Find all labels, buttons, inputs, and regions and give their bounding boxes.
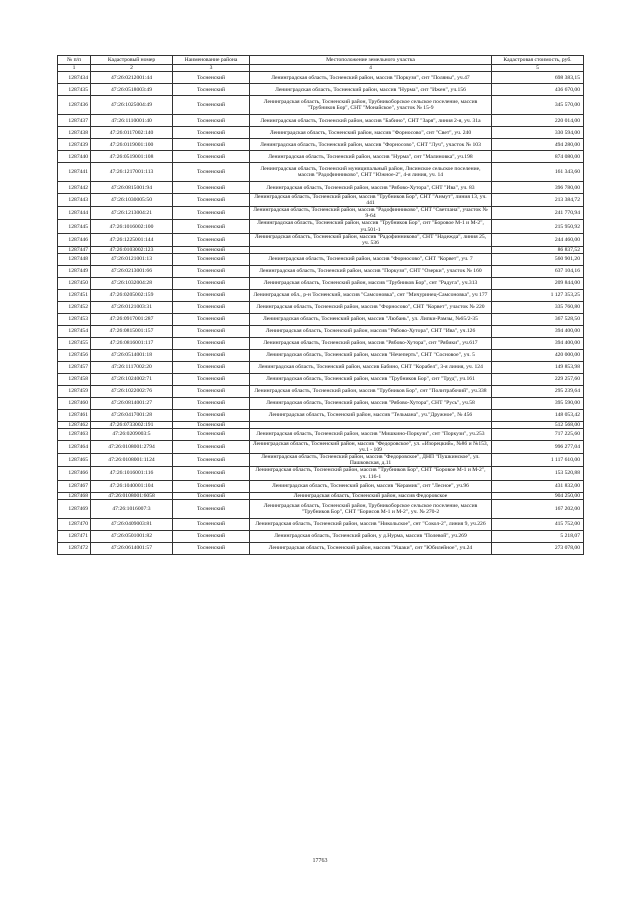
district-cell: Тосненский [173,421,250,428]
row-number-cell: 1287471 [58,530,91,542]
cadastral-value-cell: 273 078,00 [492,542,584,554]
column-number: 1 [58,65,91,72]
header-district-name: Наименование района [173,56,250,65]
district-cell: Тосненский [173,409,250,421]
location-cell: Ленинградская область, Тосненский район, массив "Рябово-Хутора", СНТ "Ива", уч. 83 [250,182,492,194]
row-number-cell: 1287444 [58,207,91,220]
district-cell: Тосненский [173,301,250,313]
cadastral-number-cell: 47:26:0121001:13 [91,253,173,265]
row-number-cell: 1287446 [58,233,91,246]
location-cell: Ленинградская область, Тосненский район, Трубникоборское сельское поселение, массив "Трубников Бор", СНТ "Монайское", участок № 15-9 [250,96,492,115]
location-cell: Ленинградская область, Тосненский район, массив "Мишкино-Поркузи", снт "Поркузи", уч.253 [250,429,492,441]
row-number-cell: 1287455 [58,337,91,349]
location-cell: Ленинградская область, Тосненский район, массив "Форносово", СНТ "Корвет", уч. 7 [250,253,492,265]
location-cell: Ленинградская область, Тосненский район, массив "Трубников Бор", СНТ "Боровое М-1 и М-2", уч. 116-1 [250,467,492,480]
row-number-cell: 1287469 [58,499,91,518]
table-body [58,72,584,555]
cadastral-number-cell: 47:26:1032004:28 [91,277,173,289]
table-row [58,373,584,385]
row-number-cell: 1287439 [58,139,91,151]
cadastral-number-cell: 47:26:0816001:117 [91,337,173,349]
table-row [58,72,584,84]
table-row [58,542,584,554]
table-row [58,194,584,207]
row-number-cell: 1287441 [58,163,91,182]
district-cell: Тосненский [173,385,250,397]
row-number-cell: 1287437 [58,115,91,127]
table-row [58,492,584,499]
cadastral-number-cell: 47:26:0815001:157 [91,325,173,337]
row-number-cell: 1287435 [58,84,91,96]
cadastral-number-cell: 47:26:0814001:27 [91,397,173,409]
cadastral-value-cell: 86 837,52 [492,246,584,253]
cadastral-value-cell: 560 901,20 [492,253,584,265]
cadastral-number-cell: 47:26:0917001:287 [91,313,173,325]
cadastral-value-cell: 395 590,00 [492,397,584,409]
district-cell: Тосненский [173,220,250,233]
location-cell: Ленинградская область, Тосненский район, массив "Рябово-Хутора", СНТ "Русь", уч.58 [250,397,492,409]
row-number-cell: 1287436 [58,96,91,115]
cadastral-value-cell: 996 277,04 [492,441,584,454]
cadastral-value-cell: 698 383,15 [492,72,584,84]
location-cell: Ленинградская область, Тосненский район, Трубникоборское сельское поселение, массив "Трубников Бор", СНТ "Борисов М-1 и М-2", уч. № 270-2 [250,499,492,518]
cadastral-value-cell: 167 202,00 [492,499,584,518]
table-row [58,253,584,265]
row-number-cell: 1287450 [58,277,91,289]
location-cell: Ленинградская область, Тосненский район, массив "Трубников Бор", СНТ "Анмут", линия 13, уч. 441 [250,194,492,207]
cadastral-value-cell: 335 760,80 [492,301,584,313]
table-row [58,139,584,151]
cadastral-number-cell: 47:26:0121003:31 [91,301,173,313]
location-cell: Ленинградская область, Тосненский район, массив Федоровское [250,492,492,499]
table-row [58,397,584,409]
table-row [58,385,584,397]
cadastral-value-cell: 394 400,00 [492,325,584,337]
location-cell: Ленинградская область, Тосненский район, массив "Федоровское", ДНП "Пушкинское", ул. Пашковская, д.11 [250,454,492,467]
table-row [58,480,584,492]
cadastral-number-cell: 47:26:1040001:104 [91,480,173,492]
cadastral-number-cell: 47:26:0417001:28 [91,409,173,421]
cadastral-number-cell: 47:26:0409003:81 [91,518,173,530]
district-cell: Тосненский [173,115,250,127]
district-cell: Тосненский [173,139,250,151]
row-number-cell: 1287434 [58,72,91,84]
cadastral-value-cell: 148 053,42 [492,409,584,421]
district-cell: Тосненский [173,454,250,467]
table-row [58,220,584,233]
location-cell [250,246,492,253]
cadastral-value-cell: 874 080,00 [492,151,584,163]
row-number-cell: 1287442 [58,182,91,194]
district-cell: Тосненский [173,361,250,373]
district-cell: Тосненский [173,467,250,480]
location-cell: Ленинградская область, Тосненский район, массив "Форносово", СНТ "Луч", участок № 103 [250,139,492,151]
row-number-cell: 1287461 [58,409,91,421]
location-cell: Ленинградская область, Тосненский район, массив "Нурма", снт "Малиновка", уч.198 [250,151,492,163]
cadastral-value-cell: 420 000,00 [492,349,584,361]
header-location: Местоположение земельного участка [250,56,492,65]
cadastral-number-cell: 47:26:0108001:6058 [91,492,173,499]
location-cell: Ленинградская обл., р-н Тосненский, массив "Самсоновка", снт "Мичуринец-Самсоновка", уч 177 [250,289,492,301]
cadastral-value-cell: 149 853,98 [492,361,584,373]
cadastral-value-cell: 415 752,00 [492,518,584,530]
row-number-cell: 1287466 [58,467,91,480]
district-cell: Тосненский [173,277,250,289]
location-cell: Ленинградская область, Тосненский район, массив "Ушаки", снт "Юбилейное", уч.24 [250,542,492,554]
location-cell: Ленинградская область, Тосненский район, массив Бабино, СНТ "Корабел", 3-я линия, уч. 124 [250,361,492,373]
table-row [58,421,584,428]
column-number-row [58,65,584,72]
cadastral-value-cell: 209 844,00 [492,277,584,289]
district-cell: Тосненский [173,246,250,253]
district-cell: Тосненский [173,207,250,220]
location-cell: Ленинградская область, Тосненский район, массив "Нурма", снт "Ижен", уч.156 [250,84,492,96]
row-number-cell: 1287447 [58,246,91,253]
table-row [58,409,584,421]
location-cell: Ленинградская область, Тосненский муниципальный район, Лисинское сельское поселение, массив "Радофинниково", СНТ "Южное-2", 4-я линия, уч. 14 [250,163,492,182]
district-cell: Тосненский [173,542,250,554]
location-cell: Ленинградская область, Тосненский район, массив "Бабино", СНТ "Заря", линия 2-я, уч. 31а [250,115,492,127]
table-row [58,325,584,337]
header-cadastral-number: Кадастровый номер [91,56,173,65]
district-cell: Тосненский [173,480,250,492]
cadastral-value-table [57,55,584,555]
cadastral-value-cell: 396 780,00 [492,182,584,194]
header-row [58,56,584,65]
table-row [58,233,584,246]
district-cell: Тосненский [173,265,250,277]
location-cell: Ленинградская область, Тосненский район, массив "Нечеперть", СНТ "Сосновое", уч. 5 [250,349,492,361]
cadastral-number-cell: 47:26:1022002:76 [91,385,173,397]
district-cell: Тосненский [173,397,250,409]
location-cell: Ленинградская область, Тосненский район, массив "Поркузи", снт "Поляны", уч.47 [250,72,492,84]
cadastral-value-cell: 1 127 353,25 [492,289,584,301]
row-number-cell: 1287454 [58,325,91,337]
row-number-cell: 1287460 [58,397,91,409]
table-row [58,429,584,441]
cadastral-number-cell: 47:26:0212001:44 [91,72,173,84]
row-number-cell: 1287448 [58,253,91,265]
cadastral-number-cell: 47:26:1016001:116 [91,467,173,480]
district-cell: Тосненский [173,518,250,530]
location-cell: Ленинградская область, Тосненский район, массив "Трубников Бор", снт "Политрабочий", уч.338 [250,385,492,397]
location-cell: Ленинградская область, Тосненский район, массив "Радофинниково", СНТ "Светлана", участок № 9-64 [250,207,492,220]
cadastral-value-cell: 153 520,88 [492,467,584,480]
table-row [58,313,584,325]
table-row [58,337,584,349]
table-row [58,182,584,194]
table-row [58,84,584,96]
district-cell: Тосненский [173,163,250,182]
table-row [58,163,584,182]
table-row [58,265,584,277]
cadastral-number-cell: 47:26:1213004:21 [91,207,173,220]
row-number-cell: 1287464 [58,441,91,454]
table-row [58,467,584,480]
district-cell: Тосненский [173,151,250,163]
district-cell: Тосненский [173,127,250,139]
cadastral-value-cell: 512 568,00 [492,421,584,428]
cadastral-number-cell: 47:26:1016007:3 [91,499,173,518]
table-row [58,301,584,313]
location-cell [250,421,492,428]
row-number-cell: 1287445 [58,220,91,233]
table-row [58,115,584,127]
table-row [58,441,584,454]
header-cadastral-value: Кадастровая стоимость, руб. [492,56,584,65]
row-number-cell: 1287472 [58,542,91,554]
table-row [58,530,584,542]
table-row [58,349,584,361]
row-number-cell: 1287470 [58,518,91,530]
location-cell: Ленинградская область, Тосненский район, массив "Любань", ул. Липки-Рамзы, №65/2-35 [250,313,492,325]
district-cell: Тосненский [173,289,250,301]
row-number-cell: 1287438 [58,127,91,139]
column-number: 5 [492,65,584,72]
table-row [58,499,584,518]
column-number: 4 [250,65,492,72]
registry-sheet [57,55,583,555]
cadastral-number-cell: 47:26:0108001:1124 [91,454,173,467]
location-cell: Ленинградская область, Тосненский район, массив "Поркузи", СНТ "Озерки", участок № 160 [250,265,492,277]
cadastral-value-cell: 161 343,60 [492,163,584,182]
location-cell: Ленинградская область, Тосненский район, у д.Нурма, массив "Полевой", уч.269 [250,530,492,542]
district-cell: Тосненский [173,233,250,246]
cadastral-number-cell: 47:26:0614001:57 [91,542,173,554]
header-row-number: № п/п [58,56,91,65]
table-row [58,454,584,467]
cadastral-number-cell: 47:26:0119001:100 [91,139,173,151]
district-cell: Тосненский [173,499,250,518]
cadastral-number-cell: 47:26:0209003:5 [91,429,173,441]
cadastral-number-cell: 47:26:1110001:40 [91,115,173,127]
row-number-cell: 1287456 [58,349,91,361]
cadastral-number-cell: 47:26:1030005:50 [91,194,173,207]
row-number-cell: 1287459 [58,385,91,397]
location-cell: Ленинградская область, Тосненский район, массив "Рябово-Хутора", СНТ "Ива", уч.126 [250,325,492,337]
location-cell: Ленинградская область, Тосненский район, массив "Федоровское", ул. «Изорецкий», №86 и №153, уч.1 - 109 [250,441,492,454]
cadastral-value-cell: 244 460,00 [492,233,584,246]
cadastral-value-cell: 241 770,94 [492,207,584,220]
location-cell: Ленинградская область, Тосненский район, массив "Трубников Бор", снт "Радуга", уч.313 [250,277,492,289]
cadastral-number-cell: 47:26:0518003:49 [91,84,173,96]
table-row [58,277,584,289]
cadastral-value-cell: 1 117 610,00 [492,454,584,467]
cadastral-value-cell: 717 225,60 [492,429,584,441]
row-number-cell: 1287449 [58,265,91,277]
district-cell: Тосненский [173,72,250,84]
page-number: 17763 [312,858,328,864]
table-row [58,151,584,163]
row-number-cell: 1287458 [58,373,91,385]
district-cell: Тосненский [173,441,250,454]
cadastral-value-cell: 494 280,00 [492,139,584,151]
location-cell: Ленинградская область, Тосненский район, массив "Тельмана", уч."Дружное", № 456 [250,409,492,421]
column-number: 2 [91,65,173,72]
cadastral-value-cell: 229 257,60 [492,373,584,385]
cadastral-number-cell: 47:26:0103002:123 [91,246,173,253]
cadastral-value-cell: 367 528,50 [492,313,584,325]
table-row [58,96,584,115]
cadastral-value-cell: 436 670,00 [492,84,584,96]
district-cell: Тосненский [173,194,250,207]
district-cell: Тосненский [173,325,250,337]
cadastral-value-cell: 345 570,00 [492,96,584,115]
row-number-cell: 1287440 [58,151,91,163]
column-number: 3 [173,65,250,72]
cadastral-value-cell: 330 594,00 [492,127,584,139]
cadastral-number-cell: 47:26:1025004:49 [91,96,173,115]
cadastral-value-cell: 431 832,00 [492,480,584,492]
row-number-cell: 1287463 [58,429,91,441]
cadastral-number-cell: 47:26:0117002:140 [91,127,173,139]
row-number-cell: 1287467 [58,480,91,492]
cadastral-number-cell: 47:26:0815001:94 [91,182,173,194]
district-cell: Тосненский [173,492,250,499]
row-number-cell: 1287465 [58,454,91,467]
district-cell: Тосненский [173,182,250,194]
table-row [58,127,584,139]
location-cell: Ленинградская область, Тосненский район, массив "Никольское", снт "Сокол-2", линия 9, уч.226 [250,518,492,530]
cadastral-number-cell: 47:26:0733002:191 [91,421,173,428]
cadastral-number-cell: 47:26:1024002:71 [91,373,173,385]
cadastral-number-cell: 47:26:0108001:2794 [91,441,173,454]
row-number-cell: 1287453 [58,313,91,325]
cadastral-number-cell: 47:26:1117002:20 [91,361,173,373]
row-number-cell: 1287451 [58,289,91,301]
district-cell: Тосненский [173,96,250,115]
district-cell: Тосненский [173,349,250,361]
table-row [58,361,584,373]
table-header [58,56,584,72]
row-number-cell: 1287443 [58,194,91,207]
cadastral-value-cell: 220 014,00 [492,115,584,127]
row-number-cell: 1287457 [58,361,91,373]
location-cell: Ленинградская область, Тосненский район, массив "Трубников Бор", снт "Труд", уч.161 [250,373,492,385]
district-cell: Тосненский [173,84,250,96]
cadastral-number-cell: 47:26:0501001:82 [91,530,173,542]
row-number-cell: 1287468 [58,492,91,499]
district-cell: Тосненский [173,253,250,265]
location-cell: Ленинградская область, Тосненский район, массив "Форносово", СНТ "Корвет", участок № 220 [250,301,492,313]
cadastral-number-cell: 47:26:0519001:108 [91,151,173,163]
row-number-cell: 1287462 [58,421,91,428]
cadastral-number-cell: 47:26:1016002:100 [91,220,173,233]
cadastral-number-cell: 47:26:1225001:144 [91,233,173,246]
district-cell: Тосненский [173,337,250,349]
district-cell: Тосненский [173,313,250,325]
table-row [58,518,584,530]
cadastral-value-cell: 213 384,72 [492,194,584,207]
cadastral-value-cell: 394 400,00 [492,337,584,349]
location-cell: Ленинградская область, Тосненский район, массив "Радофинниково", СНТ "Надежда", линия 25, уч. 536 [250,233,492,246]
cadastral-number-cell: 47:26:0514001:18 [91,349,173,361]
cadastral-value-cell: 904 250,00 [492,492,584,499]
district-cell: Тосненский [173,373,250,385]
location-cell: Ленинградская область, Тосненский район, массив "Трубников Бор", снт "Боровое М-1 и М-2", уч.501-1 [250,220,492,233]
location-cell: Ленинградская область, Тосненский район, массив "Форносово", снт "Свет", уч. 240 [250,127,492,139]
table-row [58,246,584,253]
table-row [58,207,584,220]
cadastral-value-cell: 295 239,64 [492,385,584,397]
cadastral-number-cell: 47:26:0213001:66 [91,265,173,277]
cadastral-number-cell: 47:26:1217001:113 [91,163,173,182]
location-cell: Ленинградская область, Тосненский район, массив "Рябово-Хутора", снт "Рябики", уч.617 [250,337,492,349]
cadastral-value-cell: 637 104,16 [492,265,584,277]
district-cell: Тосненский [173,530,250,542]
row-number-cell: 1287452 [58,301,91,313]
cadastral-value-cell: 215 950,92 [492,220,584,233]
cadastral-number-cell: 47:26:0205002:159 [91,289,173,301]
cadastral-value-cell: 5 218,07 [492,530,584,542]
district-cell: Тосненский [173,429,250,441]
location-cell: Ленинградская область, Тосненский район, массив "Керамик", снт "Лесное", уч.96 [250,480,492,492]
table-row [58,289,584,301]
